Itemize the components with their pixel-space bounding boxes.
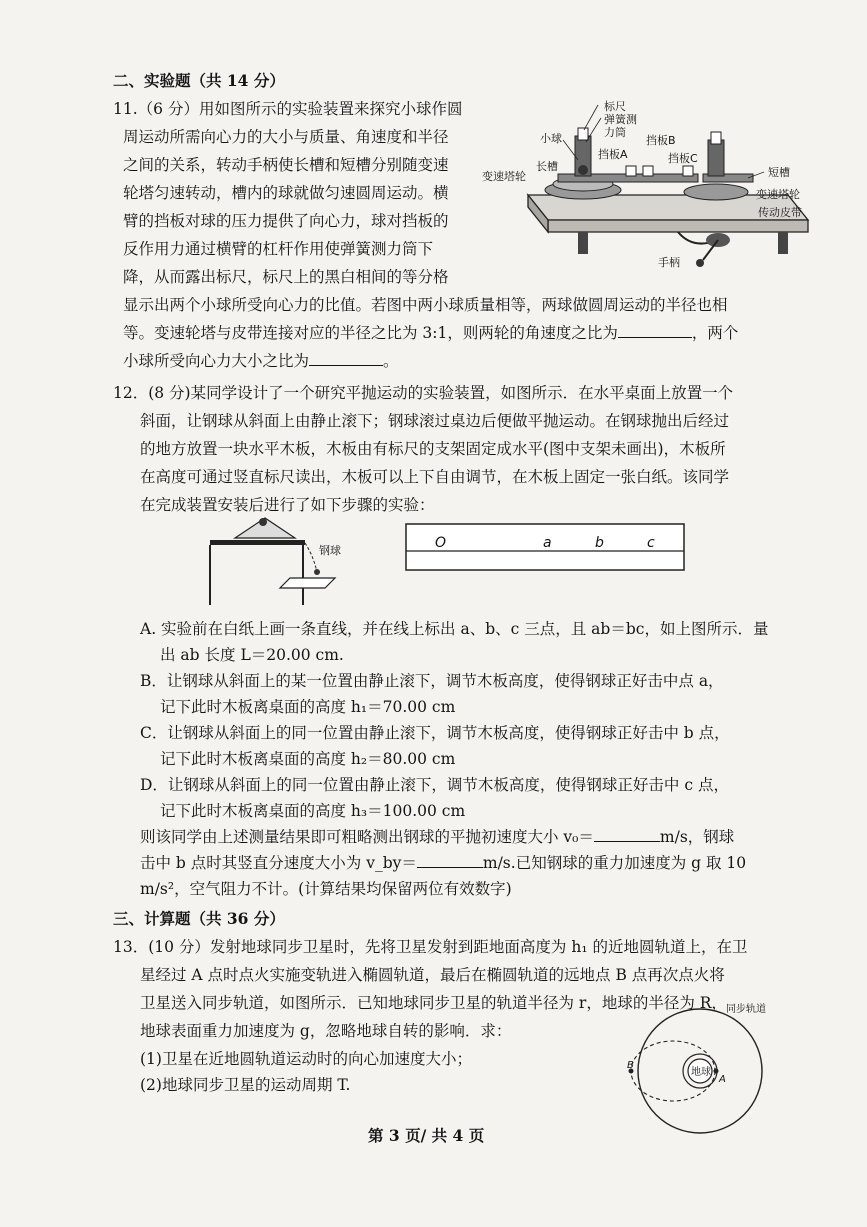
q12-step: 出 ab 长度 L＝20.00 cm. xyxy=(160,646,344,664)
q12-line: 在高度可通过竖直标尺读出，木板可以上下自由调节，在木板上固定一张白纸。该同学 xyxy=(140,468,730,486)
q12-tail xyxy=(140,826,734,848)
q11-line: 11.（6 分）用如图所示的实验装置来探究小球作圆 xyxy=(113,100,463,118)
label-spring-tube: 力筒 xyxy=(604,126,626,139)
q11-line: 臂的挡板对球的压力提供了向心力，球对挡板的 xyxy=(123,212,449,230)
label-ruler: 标尺 xyxy=(604,100,626,113)
q12-step: 记下此时木板离桌面的高度 h₁＝70.00 cm xyxy=(160,698,456,716)
q11-line xyxy=(123,350,399,372)
q13-line: 13．(10 分）发射地球同步卫星时，先将卫星发射到距地面高度为 h₁ 的近地圆轨道上，在卫 xyxy=(113,938,748,956)
label-board-c: 挡板C xyxy=(668,152,698,165)
q12-text: 则该同学由上述测量结果即可粗略测出钢球的平抛初速度大小 v₀＝ xyxy=(140,828,594,846)
q12-step: 记下此时木板离桌面的高度 h₃＝100.00 cm xyxy=(160,802,466,820)
section-title: 二、实验题（共 14 分） xyxy=(113,71,285,90)
apparatus-figure xyxy=(478,100,818,280)
q13-line: (2)地球同步卫星的运动周期 T. xyxy=(140,1076,351,1094)
q12-tail xyxy=(140,852,746,874)
q13-line: 星经过 A 点时点火实施变轨进入椭圆轨道，最后在椭圆轨道的远地点 B 点再次点火将 xyxy=(140,966,725,984)
q12-text: m/s，钢球 xyxy=(659,828,735,846)
answer-blank[interactable] xyxy=(417,852,483,868)
point-o: O xyxy=(435,535,447,551)
page-number: 第 3 页/ 共 4 页 xyxy=(368,1126,485,1145)
answer-blank[interactable] xyxy=(618,322,692,338)
q11-line: 周运动所需向心力的大小与质量、角速度和半径 xyxy=(123,128,449,146)
q12-line: 的地方放置一块水平木板，木板由有标尺的支架固定成水平(图中支架未画出)，木板所 xyxy=(140,440,726,458)
section-title: 三、计算题（共 36 分） xyxy=(113,909,285,928)
label-belt: 传动皮带 xyxy=(758,206,802,219)
q11-line: 显示出两个小球所受向心力的比值。若图中两小球质量相等，两球做圆周运动的半径也相 xyxy=(123,296,728,314)
q11-line: 反作用力通过横臂的杠杆作用使弹簧测力筒下 xyxy=(123,240,434,258)
q12-step: 记下此时木板离桌面的高度 h₂＝80.00 cm xyxy=(160,750,456,768)
q11-line xyxy=(123,322,738,344)
q11-text: 。 xyxy=(383,352,399,370)
label-ball: 小球 xyxy=(540,132,562,145)
q12-text: m/s.已知钢球的重力加速度为 g 取 10 xyxy=(482,854,747,872)
q12-step: D．让钢球从斜面上的同一位置由静止滚下，调节木板高度，使得钢球正好击中 c 点， xyxy=(140,776,729,794)
point-c: c xyxy=(647,535,655,551)
label-spring: 弹簧测 xyxy=(604,113,637,126)
label-wheel-left: 变速塔轮 xyxy=(482,170,526,183)
q11-line: 轮塔匀速转动，槽内的球就做匀速圆周运动。横 xyxy=(123,184,449,202)
q12-step: A. 实验前在白纸上画一条直线，并在线上标出 a、b、c 三点，且 ab＝bc，如上图所示．量 xyxy=(140,620,769,638)
answer-blank[interactable] xyxy=(594,826,660,842)
q11-line: 之间的关系，转动手柄使长槽和短槽分别随变速 xyxy=(123,156,449,174)
q12-text: 击中 b 点时其竖直分速度大小为 v_by＝ xyxy=(140,854,417,872)
ramp-figure xyxy=(205,510,355,610)
point-a: a xyxy=(543,535,552,551)
label-board-a: 挡板A xyxy=(598,148,628,161)
q11-text: ，两个 xyxy=(691,324,739,342)
label-wheel-right: 变速塔轮 xyxy=(756,188,800,201)
label-board-b: 挡板B xyxy=(646,134,676,147)
sync-orbit-label: 同步轨道 xyxy=(726,1004,766,1015)
label-handle: 手柄 xyxy=(658,256,680,269)
q13-line: 卫星送入同步轨道，如图所示．已知地球同步卫星的轨道半径为 r，地球的半径为 R， xyxy=(140,994,727,1012)
point-a-label: A xyxy=(719,1074,726,1085)
label-short-groove: 短槽 xyxy=(768,166,790,179)
q12-step: B．让钢球从斜面上的某一位置由静止滚下，调节木板高度，使得钢球正好击中点 a， xyxy=(140,672,724,690)
q12-line: 斜面，让钢球从斜面上由静止滚下；钢球滚过桌边后便做平抛运动。在钢球抛出后经过 xyxy=(140,412,730,430)
point-b: b xyxy=(595,535,604,551)
paper-figure xyxy=(405,523,687,583)
q11-text: 小球所受向心力大小之比为 xyxy=(123,352,310,370)
answer-blank[interactable] xyxy=(309,350,383,366)
label-long-groove: 长槽 xyxy=(536,160,558,173)
earth-label: 地球 xyxy=(691,1067,711,1078)
q13-line: 地球表面重力加速度为 g，忽略地球自转的影响．求： xyxy=(140,1022,512,1040)
point-b-label: B xyxy=(627,1060,634,1071)
q12-step: C．让钢球从斜面上的同一位置由静止滚下，调节木板高度，使得钢球正好击中 b 点， xyxy=(140,724,730,742)
q12-line: 在完成装置安装后进行了如下步骤的实验： xyxy=(140,496,435,514)
label-steel-ball: 钢球 xyxy=(319,544,341,557)
orbit-figure xyxy=(628,998,778,1140)
q13-line: (1)卫星在近地圆轨道运动时的向心加速度大小； xyxy=(140,1050,472,1068)
q11-line: 降，从而露出标尺，标尺上的黑白相间的等分格 xyxy=(123,268,449,286)
q12-tail: m/s²，空气阻力不计。(计算结果均保留两位有效数字) xyxy=(140,880,512,898)
q12-line: 12．(8 分)某同学设计了一个研究平抛运动的实验装置，如图所示．在水平桌面上放置一个 xyxy=(113,384,734,402)
q11-text: 等。变速轮塔与皮带连接对应的半径之比为 3:1，则两轮的角速度之比为 xyxy=(123,324,618,342)
